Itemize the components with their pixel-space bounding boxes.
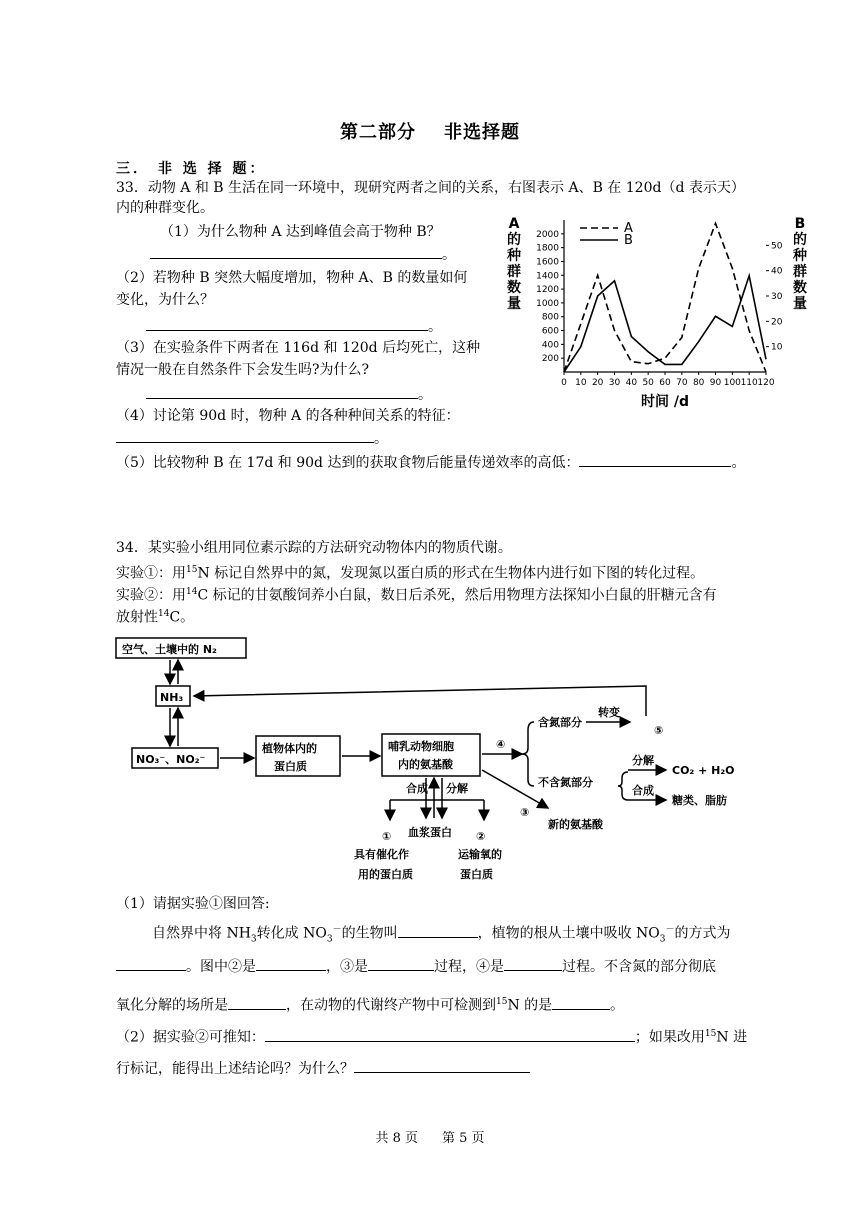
left-tick-label: 1000 <box>536 298 559 309</box>
right-tick-label: 40 <box>771 266 783 277</box>
right-tick-label: 50 <box>771 241 783 252</box>
legend-a-label: A <box>624 221 633 236</box>
svg-text:②: ② <box>476 830 486 843</box>
x-tick-label: 70 <box>676 378 688 388</box>
chart-lines <box>564 223 766 372</box>
x-tick-label: 30 <box>608 378 621 388</box>
x-tick-label: 100 <box>723 378 741 388</box>
svg-text:用的蛋白质: 用的蛋白质 <box>358 868 413 881</box>
svg-text:含氮部分: 含氮部分 <box>538 716 582 729</box>
x-tick-label: 50 <box>642 378 654 388</box>
section-heading: 三． 非 选 择 题： <box>116 161 267 177</box>
current-page: 第 5 页 <box>442 1131 485 1146</box>
svg-text:运输氧的: 运输氧的 <box>458 848 502 861</box>
page-footer <box>0 1127 860 1146</box>
left-tick-label: 1800 <box>536 243 559 254</box>
q34-part2-line2: 行标记，能得出上述结论吗？为什么？ <box>116 1058 530 1079</box>
svg-text:蛋白质: 蛋白质 <box>274 760 307 773</box>
right-axis-label-char: 量 <box>793 296 807 312</box>
left-tick-label: 600 <box>541 326 559 337</box>
q34-exp2: 实验②：用$^{14}$C 标记的甘氨酸饲养小白鼠，数日后杀死，然后用物理方法探知小白鼠的肝糖元含有 <box>116 587 717 604</box>
svg-text:①: ① <box>382 830 392 843</box>
answer-blank-9[interactable] <box>354 1058 530 1073</box>
x-tick-label: 60 <box>659 378 671 388</box>
answer-blank-5[interactable] <box>504 956 562 971</box>
x-tick-label: 90 <box>709 378 722 388</box>
q33-sub2-line2: 变化，为什么？ <box>116 292 214 308</box>
legend-b-label: B <box>624 233 633 248</box>
svg-text:具有催化作: 具有催化作 <box>354 848 409 861</box>
q34-part2-line1: （2）据实验②可推知： ；如果改用$^{15}$N 进 <box>116 1024 747 1048</box>
q33-sub4: （4）讨论第 90d 时，物种 A 的各种种间关系的特征： <box>116 408 460 424</box>
left-axis-label-char: 量 <box>507 296 521 312</box>
left-axis-label-char: 种 <box>507 248 521 264</box>
left-axis-label-char: 的 <box>507 232 521 248</box>
svg-text:转变: 转变 <box>598 706 620 719</box>
svg-text:④: ④ <box>496 738 506 751</box>
q34-exp1: 实验①：用$^{15}$N 标记自然界中的氮，发现氮以蛋白质的形式在生物体内进行如下图的转化过程。 <box>116 565 705 582</box>
q34-part1-line1: 自然界中将 $NH_3$转化成 $NO_3^-$的生物叫 ，植物的根从土壤中吸收 $NO_3^-$的方式为 <box>152 920 731 949</box>
svg-text:分解: 分解 <box>446 782 468 795</box>
left-axis-label-char: 数 <box>507 280 521 296</box>
x-tick-label: 10 <box>575 378 587 388</box>
svg-text:NH₃: NH₃ <box>160 691 184 704</box>
answer-blank-8[interactable] <box>265 1027 635 1042</box>
right-axis-label-char: 数 <box>793 280 807 296</box>
total-pages: 共 8 页 <box>375 1131 418 1146</box>
nitrogen-cycle-diagram <box>110 630 770 892</box>
left-axis-label-char: 群 <box>507 264 521 280</box>
right-axis-label-char: 的 <box>793 232 807 248</box>
right-axis-label <box>792 216 807 312</box>
left-tick-label: 200 <box>541 354 559 365</box>
answer-blank-4[interactable] <box>368 956 434 971</box>
right-axis-label-char: B <box>794 216 806 232</box>
q33-sub5: （5）比较物种 B 在 17d 和 90d 达到的获取食物后能量传递效率的高低： 。 <box>116 452 745 473</box>
x-tick-label: 120 <box>757 378 775 388</box>
x-tick-label: 0 <box>561 378 567 388</box>
right-tick-label: 20 <box>771 317 783 328</box>
svg-text:哺乳动物细胞: 哺乳动物细胞 <box>388 740 454 753</box>
answer-blank-1[interactable] <box>398 923 478 938</box>
answer-blank-7[interactable] <box>552 995 610 1010</box>
x-axis-label: 时间 /d <box>640 394 690 410</box>
q33-sub1-answer[interactable]: 。 <box>150 244 456 265</box>
left-tick-label: 1200 <box>536 285 559 296</box>
svg-text:合成: 合成 <box>406 782 428 795</box>
answer-blank-2[interactable] <box>116 956 186 971</box>
chart-axes <box>564 220 766 372</box>
svg-text:空气、土壤中的 N₂: 空气、土壤中的 N₂ <box>122 643 217 656</box>
right-tick-label: 30 <box>771 292 783 302</box>
right-axis-label-char: 群 <box>793 264 807 280</box>
svg-text:新的氨基酸: 新的氨基酸 <box>548 818 603 831</box>
q34-part1-line2: 。图中②是 ，③是 过程，④是 过程。不含氮的部分彻底 <box>116 956 716 977</box>
q33-sub2-answer[interactable]: 。 <box>146 316 442 337</box>
q33-sub2-line1: （2）若物种 B 突然大幅度增加，物种 A、B 的数量如何 <box>116 270 468 286</box>
q34-exp2-line2: 放射性$^{14}$C。 <box>116 609 195 626</box>
svg-text:蛋白质: 蛋白质 <box>460 868 493 881</box>
q34-part1-intro: （1）请据实验①图回答: <box>116 896 270 912</box>
population-chart <box>500 210 812 410</box>
left-tick-label: 1600 <box>536 257 559 268</box>
chart-legend <box>580 221 633 248</box>
q33-sub5-answer[interactable] <box>579 452 731 467</box>
title-part: 第二部分 <box>340 122 416 143</box>
left-axis-label-char: A <box>508 216 520 232</box>
left-tick-label: 800 <box>541 312 559 323</box>
left-tick-label: 400 <box>541 340 559 351</box>
q33-stem-line2: 内的种群变化。 <box>116 200 214 216</box>
chart-ticks <box>536 230 783 388</box>
svg-text:⑤: ⑤ <box>654 724 664 737</box>
series-a-line <box>564 223 766 372</box>
svg-text:不含氮部分: 不含氮部分 <box>538 776 593 789</box>
x-tick-label: 20 <box>591 378 604 388</box>
left-tick-label: 1400 <box>536 271 559 282</box>
right-tick-label: 10 <box>771 342 783 353</box>
q33-sub3-answer[interactable]: 。 <box>146 384 432 405</box>
q34-part1-line3: 氧化分解的场所是 ，在动物的代谢终产物中可检测到$^{15}$N 的是 。 <box>116 992 624 1016</box>
series-b-line <box>564 276 766 372</box>
x-tick-label: 110 <box>740 378 758 388</box>
q34-stem: 34．某实验小组用同位素示踪的方法研究动物体内的物质代谢。 <box>116 540 512 556</box>
svg-text:糖类、脂肪: 糖类、脂肪 <box>672 794 727 807</box>
page-title <box>0 118 860 144</box>
svg-text:合成: 合成 <box>632 784 654 797</box>
svg-text:分解: 分解 <box>632 754 654 767</box>
svg-text:血浆蛋白: 血浆蛋白 <box>408 826 452 839</box>
left-axis-label <box>506 216 521 312</box>
svg-text:内的氨基酸: 内的氨基酸 <box>398 758 453 771</box>
left-tick-label: 2000 <box>536 229 559 240</box>
svg-text:③: ③ <box>520 806 530 819</box>
right-axis-label-char: 种 <box>793 248 807 264</box>
answer-blank-3[interactable] <box>256 956 326 971</box>
q33-sub1: （1）为什么物种 A 达到峰值会高于物种 B？ <box>160 224 441 240</box>
answer-blank-6[interactable] <box>228 995 286 1010</box>
x-tick-label: 80 <box>692 378 705 388</box>
title-name: 非选择题 <box>444 122 520 143</box>
svg-text:CO₂ + H₂O: CO₂ + H₂O <box>672 764 735 777</box>
x-tick-label: 40 <box>625 378 638 388</box>
q33-stem-line1: 33．动物 A 和 B 生活在同一环境中，现研究两者之间的关系，右图表示 A、B 在 120d（d 表示天） <box>116 180 745 196</box>
svg-text:NO₃⁻、NO₂⁻: NO₃⁻、NO₂⁻ <box>136 753 206 766</box>
q33-sub3-line2: 情况一般在自然条件下会发生吗?为什么? <box>116 362 370 378</box>
q33-sub4-answer[interactable]: 。 <box>116 428 388 449</box>
q33-sub3-line1: （3）在实验条件下两者在 116d 和 120d 后均死亡，这种 <box>116 340 481 356</box>
svg-text:植物体内的: 植物体内的 <box>262 742 317 755</box>
